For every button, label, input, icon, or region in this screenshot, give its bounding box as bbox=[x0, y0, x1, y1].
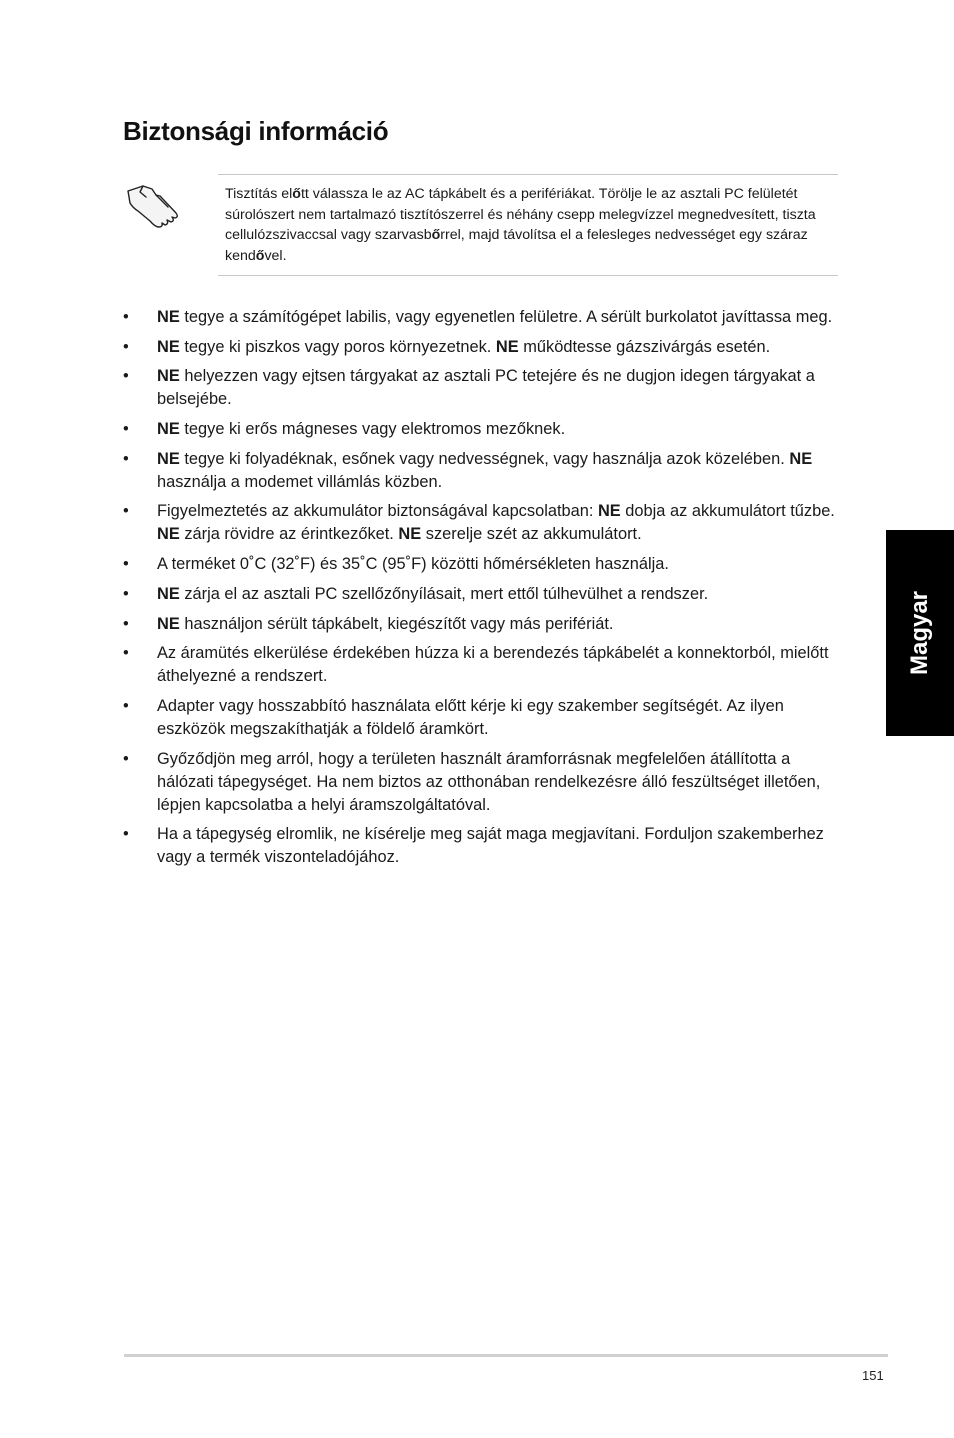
bold-text: NE bbox=[157, 449, 180, 468]
page-number: 151 bbox=[862, 1368, 884, 1383]
bullet-marker: • bbox=[123, 420, 129, 439]
list-item-text bbox=[157, 450, 812, 491]
bullet-marker: • bbox=[123, 825, 129, 844]
list-item bbox=[120, 748, 842, 817]
text-run: tt válassza le az AC tápkábelt és a perifériákat. Törölje le az asztali PC felületét súrolószert nem tartalmazó tisztítószerrel és néhány csepp melegvízzel megnedvesített, tiszta cellulózszivaccsal vagy szarvasb bbox=[225, 186, 816, 243]
text-run: tegye ki folyadéknak, esőnek vagy nedvességnek, vagy használja azok közelében. bbox=[179, 449, 790, 468]
bullet-marker: • bbox=[123, 749, 129, 768]
list-item-text bbox=[157, 644, 829, 685]
language-label: Magyar bbox=[906, 590, 933, 676]
footer-divider bbox=[124, 1354, 888, 1357]
text-run: Adapter vagy hosszabbító használata előtt kérje ki egy szakember segítségét. Az ilyen eszközök megszakíthatják a földelő áramkört. bbox=[157, 696, 784, 738]
bold-text: ő bbox=[431, 227, 441, 243]
text-run: Figyelmeztetés az akkumulátor biztonságával kapcsolatban: bbox=[157, 502, 598, 521]
bold-text: NE bbox=[597, 502, 621, 521]
bullet-marker: • bbox=[123, 502, 129, 521]
list-item bbox=[120, 695, 842, 741]
list-item bbox=[120, 365, 842, 411]
bullet-marker: • bbox=[123, 449, 129, 468]
list-item-text bbox=[157, 750, 820, 814]
bold-text: NE bbox=[789, 449, 813, 468]
list-item bbox=[120, 336, 842, 359]
text-run: helyezzen vagy ejtsen tárgyakat az asztali PC tetejére és ne dugjon idegen tárgyakat a belsejébe. bbox=[157, 367, 815, 409]
bold-text: NE bbox=[157, 525, 180, 544]
list-item bbox=[120, 642, 842, 688]
bullet-marker: • bbox=[123, 555, 129, 574]
note-box bbox=[218, 174, 838, 276]
pointing-hand-icon bbox=[126, 183, 182, 229]
bold-text: NE bbox=[157, 584, 180, 603]
text-run: tegye ki piszkos vagy poros környezetnek. bbox=[179, 337, 496, 356]
bold-text: NE bbox=[495, 337, 519, 356]
list-item bbox=[120, 448, 842, 494]
bold-text: ő bbox=[292, 186, 301, 202]
bold-text: NE bbox=[398, 525, 422, 544]
text-run: használjon sérült tápkábelt, kiegészítőt vagy más perifériát. bbox=[179, 614, 614, 633]
note-text bbox=[225, 184, 839, 266]
bold-text: NE bbox=[157, 308, 180, 326]
text-run: működtesse gázszivárgás esetén. bbox=[518, 337, 771, 356]
text-run: A terméket 0˚C (32˚F) és 35˚C (95˚F) közötti hőmérsékleten használja. bbox=[157, 555, 669, 574]
text-run: zárja el az asztali PC szellőzőnyílásait, mert ettől túlhevülhet a rendszer. bbox=[179, 584, 709, 603]
text-run: Ha a tápegység elromlik, ne kísérelje meg saját maga megjavítani. Forduljon szakemberhez vagy a termék viszonteladójához. bbox=[157, 825, 824, 867]
text-run: tegye a számítógépet labilis, vagy egyenetlen felületre. A sérült burkolatot javíttassa meg. bbox=[179, 308, 833, 326]
list-item bbox=[120, 418, 842, 441]
bold-text: NE bbox=[157, 420, 180, 439]
bullet-marker: • bbox=[123, 308, 129, 326]
bold-text: ő bbox=[255, 247, 265, 264]
list-item-text bbox=[157, 555, 669, 573]
text-run: szerelje szét az akkumulátort. bbox=[421, 525, 642, 544]
bullet-marker: • bbox=[123, 614, 129, 633]
safety-list bbox=[120, 306, 842, 876]
language-side-tab bbox=[886, 530, 954, 736]
list-item-text bbox=[157, 697, 784, 738]
bullet-marker: • bbox=[123, 367, 129, 386]
list-item-text bbox=[157, 338, 770, 356]
text-run: vel. bbox=[264, 247, 287, 264]
bold-text: NE bbox=[157, 337, 180, 356]
text-run: rrel, majd távolítsa el a felesleges nedvességet egy száraz kend bbox=[225, 227, 808, 264]
list-item-text bbox=[157, 615, 613, 633]
list-item bbox=[120, 553, 842, 576]
page-title: Biztonsági információ bbox=[123, 116, 389, 146]
list-item-text bbox=[157, 585, 708, 603]
list-item bbox=[120, 583, 842, 606]
list-item bbox=[120, 500, 842, 546]
text-run: Tisztítás el bbox=[225, 186, 293, 202]
bold-text: NE bbox=[157, 367, 180, 386]
bullet-marker: • bbox=[123, 584, 129, 603]
bullet-marker: • bbox=[123, 337, 129, 356]
text-run: használja a modemet villámlás közben. bbox=[157, 472, 443, 491]
text-run: dobja az akkumulátort tűzbe. bbox=[620, 502, 835, 521]
list-item bbox=[120, 823, 842, 869]
list-item-text bbox=[157, 308, 832, 326]
bullet-marker: • bbox=[123, 644, 129, 663]
list-item bbox=[120, 613, 842, 636]
list-item bbox=[120, 306, 842, 329]
text-run: Győződjön meg arról, hogy a területen használt áramforrásnak megfelelően átállította a hálózati tápegységet. Ha nem biztos az otthonában rendelkezésre álló feszültséget illetően, lépjen kapcsolatba a helyi áramszolgáltatóval. bbox=[157, 749, 821, 814]
bold-text: NE bbox=[157, 614, 180, 633]
text-run: Az áramütés elkerülése érdekében húzza ki a berendezés tápkábelét a konnektorból, mielőtt áthelyezné a rendszert. bbox=[157, 644, 829, 686]
text-run: zárja rövidre az érintkezőket. bbox=[179, 525, 399, 544]
list-item-text bbox=[157, 367, 815, 408]
list-item-text bbox=[157, 502, 835, 543]
list-item-text bbox=[157, 825, 824, 866]
bullet-marker: • bbox=[123, 696, 129, 715]
list-item-text bbox=[157, 420, 565, 438]
text-run: tegye ki erős mágneses vagy elektromos mezőknek. bbox=[179, 420, 566, 439]
